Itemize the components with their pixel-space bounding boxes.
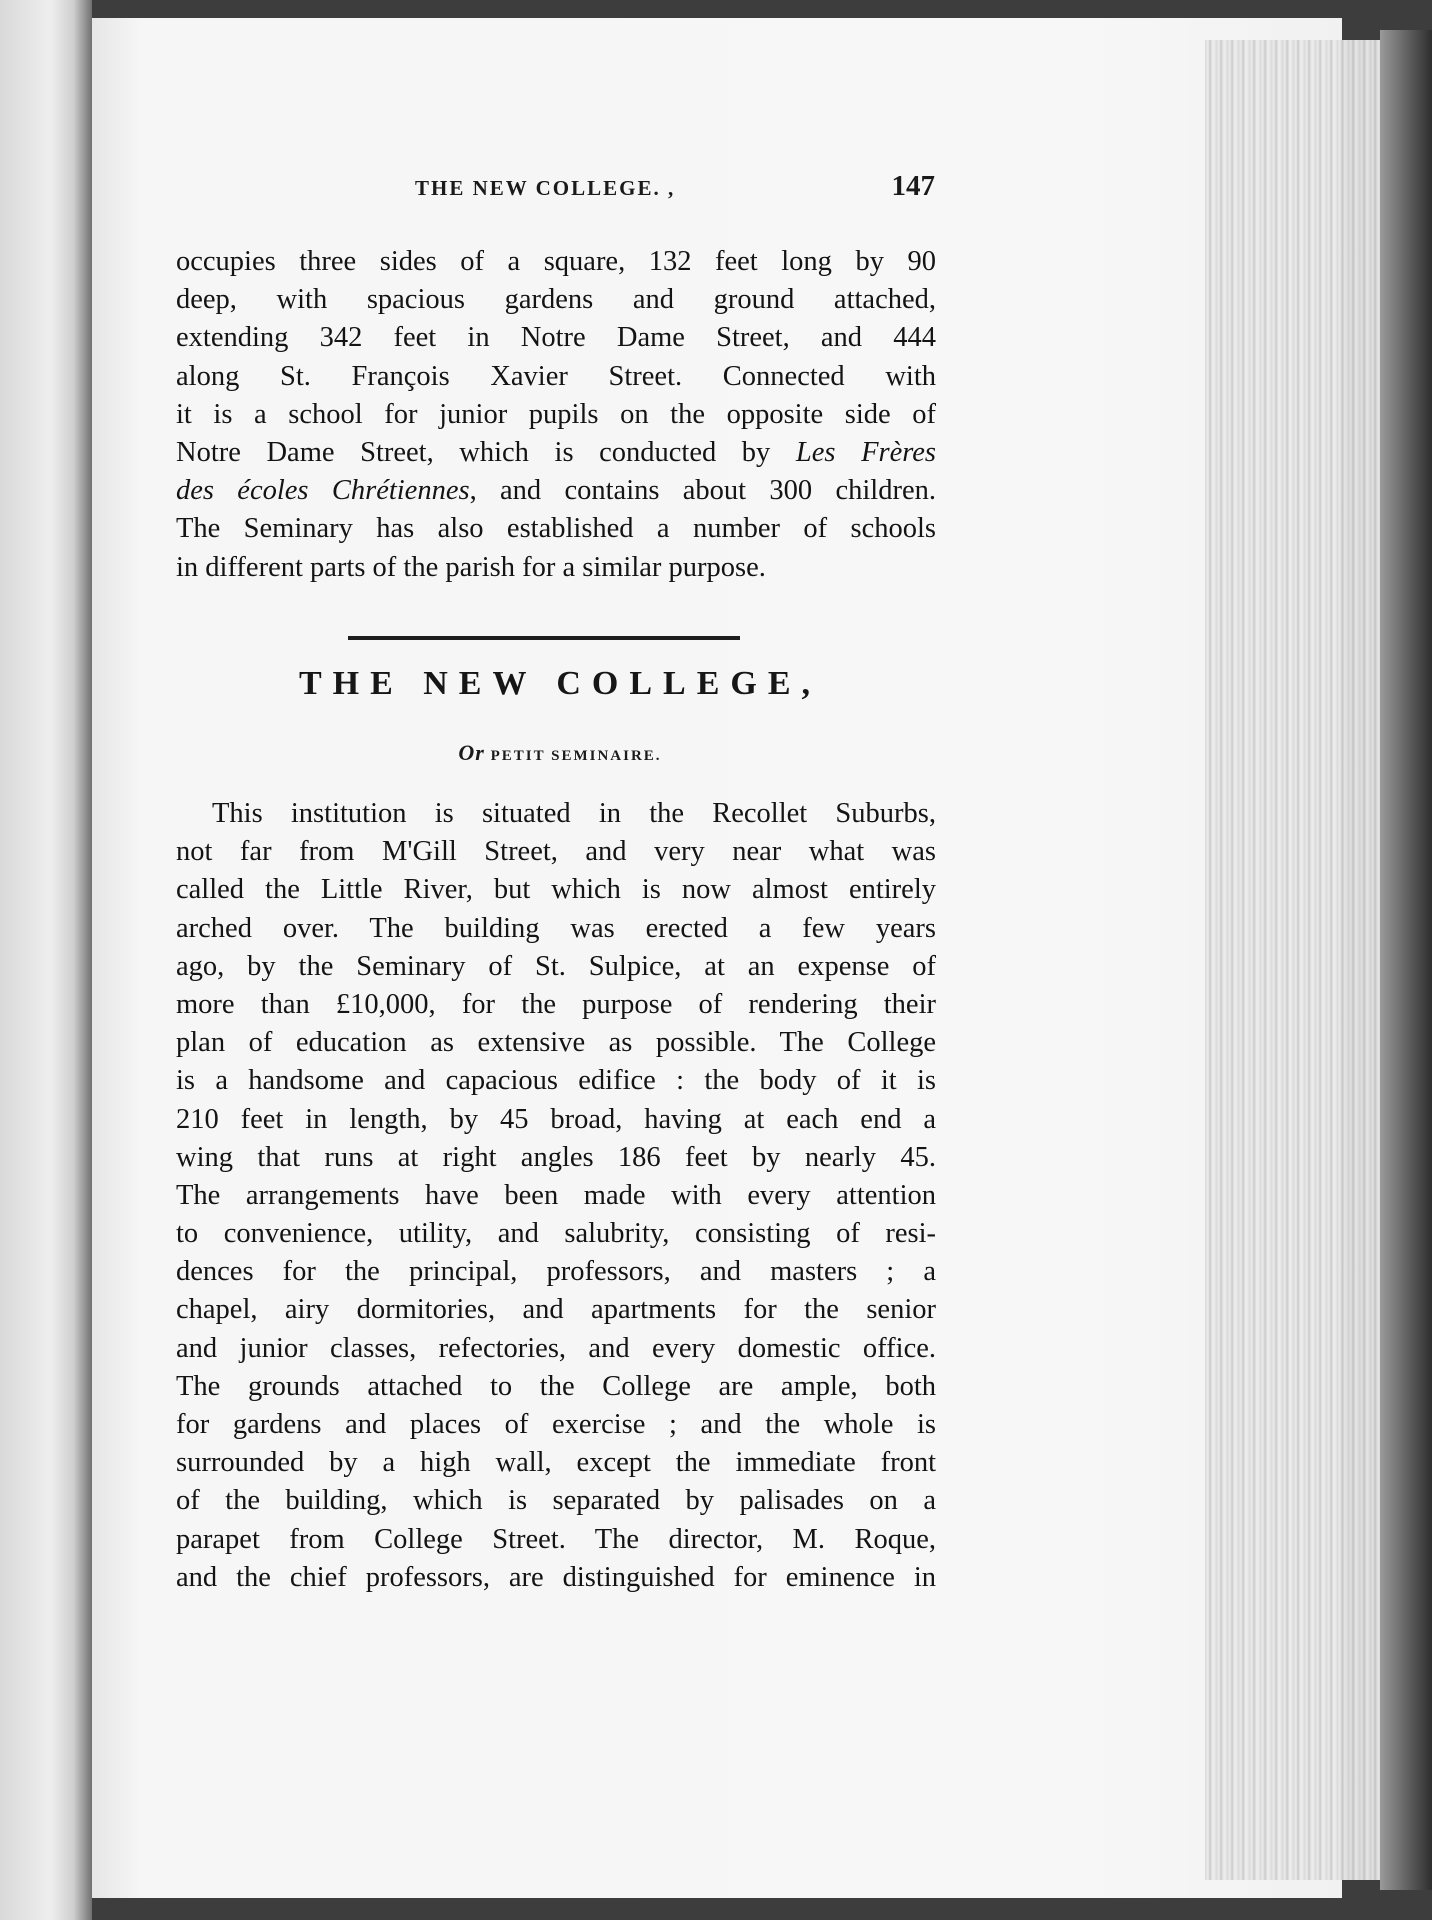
- text-line: deep, with spacious gardens and ground attached,: [176, 284, 936, 316]
- text-line: not far from M'Gill Street, and very near what was: [176, 836, 936, 868]
- text-line: ago, by the Seminary of St. Sulpice, at an expense of: [176, 950, 936, 982]
- running-title: THE NEW COLLEGE. ,: [415, 176, 676, 200]
- binding-shadow: [1380, 30, 1432, 1890]
- text-line: it is a school for junior pupils on the opposite side of: [176, 398, 936, 430]
- text-line: dences for the principal, professors, and masters ; a: [176, 1256, 936, 1288]
- facing-page-edge: [0, 0, 92, 1920]
- text-line: The Seminary has also established a number of schools: [176, 513, 936, 545]
- text-line: wing that runs at right angles 186 feet by nearly 45.: [176, 1141, 936, 1173]
- text-line: for gardens and places of exercise ; and the whole is: [176, 1409, 936, 1440]
- text-line: is a handsome and capacious edifice : the body of it is: [176, 1065, 936, 1097]
- subtitle-or: Or: [458, 740, 485, 765]
- text-line: and the chief professors, are distinguished for eminence in: [176, 1561, 936, 1593]
- text-line: plan of education as extensive as possible. The College: [176, 1027, 936, 1059]
- page-stack-edge: [1205, 40, 1395, 1880]
- section-divider: [348, 636, 740, 640]
- text-line: Notre Dame Street, which is conducted by Les Frères: [176, 436, 937, 468]
- page-number: 147: [891, 170, 935, 202]
- text-line: more than £10,000, for the purpose of rendering their: [176, 988, 936, 1020]
- text-line: and junior classes, refectories, and every domestic office.: [176, 1332, 936, 1364]
- subtitle-text: PETIT SEMINAIRE.: [490, 748, 662, 764]
- text-line: The arrangements have been made with every attention: [176, 1179, 936, 1211]
- text-line: The grounds attached to the College are ample, both: [176, 1370, 936, 1402]
- text-line: 210 feet in length, by 45 broad, having at each end a: [176, 1103, 936, 1135]
- text-line: of the building, which is separated by palisades on a: [176, 1485, 936, 1517]
- text-line: des écoles Chrétiennes, and contains about 300 children.: [176, 475, 936, 507]
- paragraph-continued: [176, 243, 936, 587]
- text-line: extending 342 feet in Notre Dame Street, and 444: [176, 322, 936, 354]
- text-line: This institution is situated in the Recollet Suburbs,: [212, 798, 936, 829]
- text-line: surrounded by a high wall, except the immediate front: [176, 1447, 936, 1479]
- text-line: along St. François Xavier Street. Connected with: [176, 360, 936, 392]
- paragraph-body: [176, 795, 936, 1597]
- text-line: called the Little River, but which is now almost entirely: [176, 874, 936, 906]
- running-head: [415, 170, 935, 203]
- text-line: to convenience, utility, and salubrity, consisting of resi-: [176, 1218, 936, 1250]
- text-line: in different parts of the parish for a similar purpose.: [176, 551, 766, 583]
- text-line: chapel, airy dormitories, and apartments for the senior: [176, 1294, 936, 1326]
- section-subtitle: [200, 740, 920, 766]
- text-line: parapet from College Street. The director, M. Roque,: [176, 1523, 936, 1555]
- text-line: arched over. The building was erected a few years: [176, 912, 936, 944]
- text-line: occupies three sides of a square, 132 feet long by 90: [176, 246, 936, 277]
- section-title: THE NEW COLLEGE,: [298, 665, 822, 702]
